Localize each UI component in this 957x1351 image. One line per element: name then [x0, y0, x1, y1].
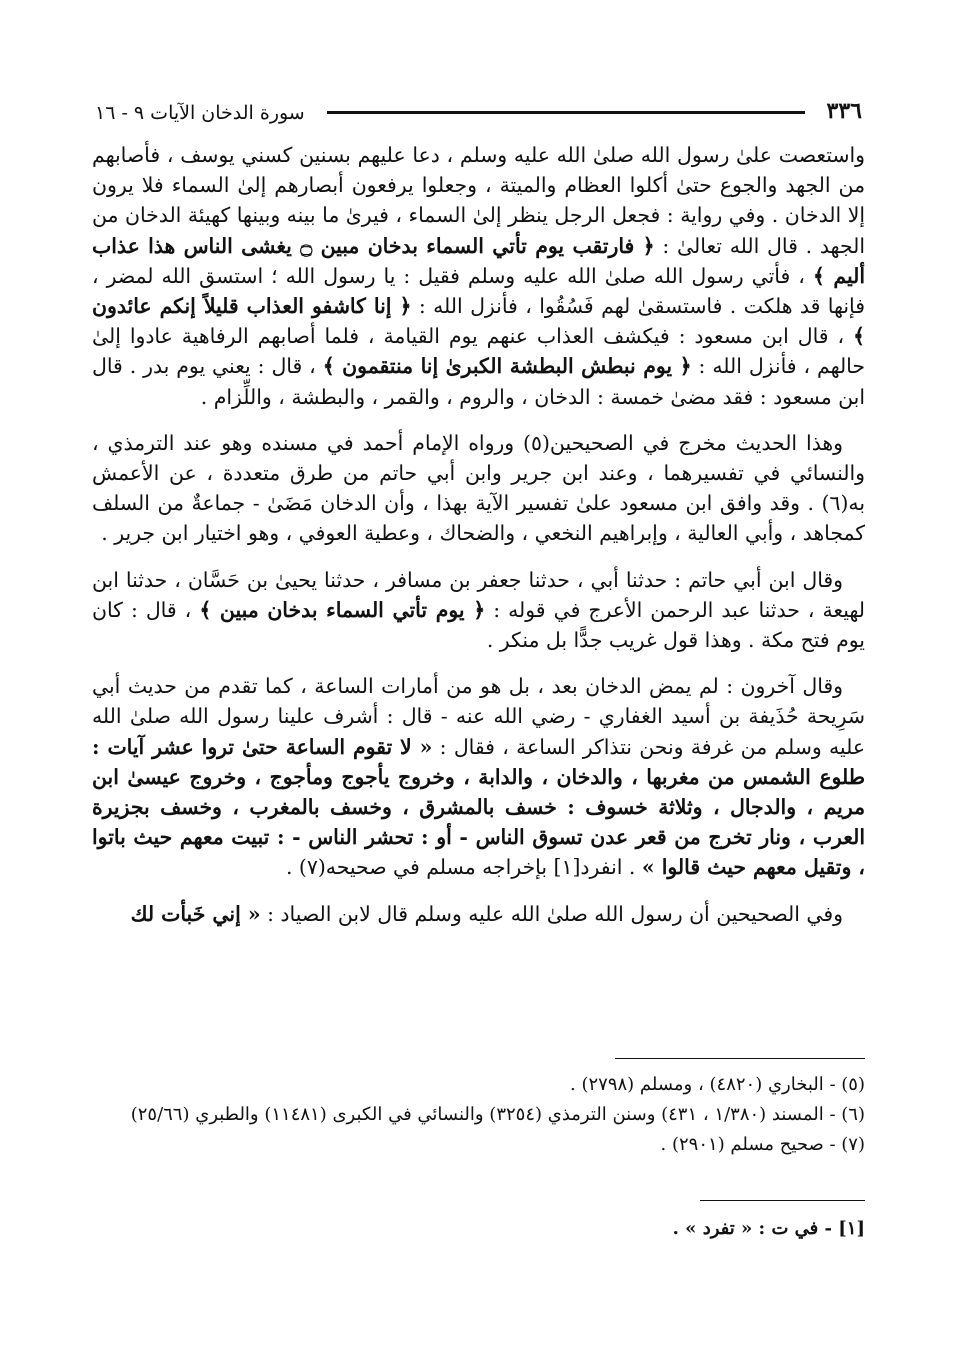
- text-span: وقال آخرون : لم يمض الدخان بعد ، بل هو من أمارات الساعة ، كما تقدم من حديث أبي سَرِيحة حُذَيفة بن أسيد الغفاري - رضي الله عنه - قال : أشرف علينا رسول الله صلىٰ الله عليه وسلم من غرفة ونحن نتذاكر الساعة ، فقال :: [92, 674, 865, 759]
- quran-verse: ﴿ يوم تأتي السماء بدخان مبين ﴾: [199, 597, 486, 622]
- quran-verse: ﴿ يوم نبطش البطشة الكبرىٰ إنا منتقمون ﴾: [322, 354, 692, 379]
- footnote: (٦) - المسند (١/٣٨٠ ، ٤٣١) وسنن الترمذي (٣٢٥٤) والنسائي في الكبرى (١١٤٨١) والطبري (٢٥/٦٦): [130, 1104, 865, 1125]
- text-span: واستعصت علىٰ رسول الله صلىٰ الله عليه وسلم ، دعا عليهم بسنين كسني يوسف ، فأصابهم من الجهد والجوع حتىٰ أكلوا العظام والميتة ، وجعلوا يرفعون أبصارهم إلىٰ السماء فلا يرون إلا الدخان . وفي رواية : فجعل الرجل ينظر إلىٰ السماء ، فيرىٰ ما بينه وبينها كهيئة الدخان من الجهد . قال الله تعالىٰ :: [92, 143, 865, 258]
- text-span: ، قال : يعني يوم بدر . قال ابن مسعود : فقد مضىٰ خمسة : الدخان ، والروم ، والقمر ، والبطشة ، واللِّزام .: [92, 354, 865, 409]
- text-span: ، فأتي رسول الله صلىٰ الله عليه وسلم فقيل : يا رسول الله ؛ استسق الله لمضر ، فإنها قد هلكت . فاستسقىٰ لهم فَسُقُوا ، فأنزل الله :: [92, 263, 865, 319]
- hadith-quote: « إني خَبأت لك: [130, 901, 261, 926]
- header-rule: [327, 111, 805, 114]
- text-span: وفي الصحيحين أن رسول الله صلىٰ الله عليه وسلم قال لابن الصياد :: [260, 901, 843, 926]
- text-span: . انفرد[١] بإخراجه مسلم في صحيحه(٧) .: [285, 855, 642, 880]
- quran-verse: ﴿ إنا كاشفو العذاب قليلاً إنكم عائدون ﴾: [92, 294, 865, 349]
- footnote: (٧) - صحيح مسلم (٢٩٠١) .: [660, 1134, 865, 1155]
- quran-verse: ﴿ فارتقب يوم تأتي السماء بدخان مبين ۝ يغشى الناس هذا عذاب أليم ﴾: [92, 233, 865, 288]
- editor-note: [١] - في ت : « تفرد » .: [672, 1218, 865, 1239]
- footnote-divider: [615, 1058, 865, 1059]
- page-number: ٣٣٦: [826, 98, 862, 124]
- text-span: ، قال ابن مسعود : فيكشف العذاب عنهم يوم القيامة ، فلما أصابهم الرفاهية عادوا إلىٰ حالهم ، فأنزل الله :: [92, 324, 865, 379]
- paragraph: [92, 899, 865, 929]
- paragraph: [92, 140, 865, 412]
- footnote: (٥) - البخاري (٤٨٢٠) ، ومسلم (٢٧٩٨) .: [570, 1074, 865, 1095]
- paragraph: [92, 671, 865, 882]
- text-span: وقال ابن أبي حاتم : حدثنا أبي ، حدثنا جعفر بن مسافر ، حدثنا يحيىٰ بن حَسَّان ، حدثنا ابن لهيعة ، حدثنا عبد الرحمن الأعرج في قوله :: [92, 567, 865, 622]
- footnotes: [92, 1070, 865, 1160]
- text-span: وهذا الحديث مخرج في الصحيحين(٥) ورواه الإمام أحمد في مسنده وهو عند الترمذي ، والنسائي في تفسيرهما ، وعند ابن جرير وابن أبي حاتم من طرق متعددة ، عن الأعمش به(٦) . وقد وافق ابن مسعود علىٰ تفسير الآية بهذا ، وأن الدخان مَضَىٰ - جماعةٌ من السلف كمجاهد ، وأبي العالية ، وإبراهيم النخعي ، والضحاك ، وعطية العوفي ، وهو اختيار ابن جرير .: [92, 430, 865, 546]
- page-header: [95, 84, 862, 124]
- editor-note-divider: [700, 1200, 865, 1201]
- running-title: سورة الدخان الآيات ٩ - ١٦: [95, 102, 305, 124]
- paragraph: [92, 565, 865, 656]
- main-text: [92, 140, 865, 945]
- editor-notes: [92, 1214, 865, 1244]
- paragraph: [92, 428, 865, 549]
- text-span: ، قال : كان يوم فتح مكة . وهذا قول غريب جدًّا بل منكر .: [92, 597, 865, 653]
- hadith-quote: « لا تقوم الساعة حتىٰ تروا عشر آيات : طلوع الشمس من مغربها ، والدخان ، والدابة ، وخروج يأجوج ومأجوج ، وخروج عيسىٰ ابن مريم ، والدجال ، وثلاثة خسوف : خسف بالمشرق ، وخسف بالمغرب ، وخسف بجزيرة العرب ، ونار تخرج من قعر عدن تسوق الناس - أو : تحشر الناس - : تبيت معهم حيث باتوا ، وتقيل معهم حيث قالوا »: [92, 734, 865, 880]
